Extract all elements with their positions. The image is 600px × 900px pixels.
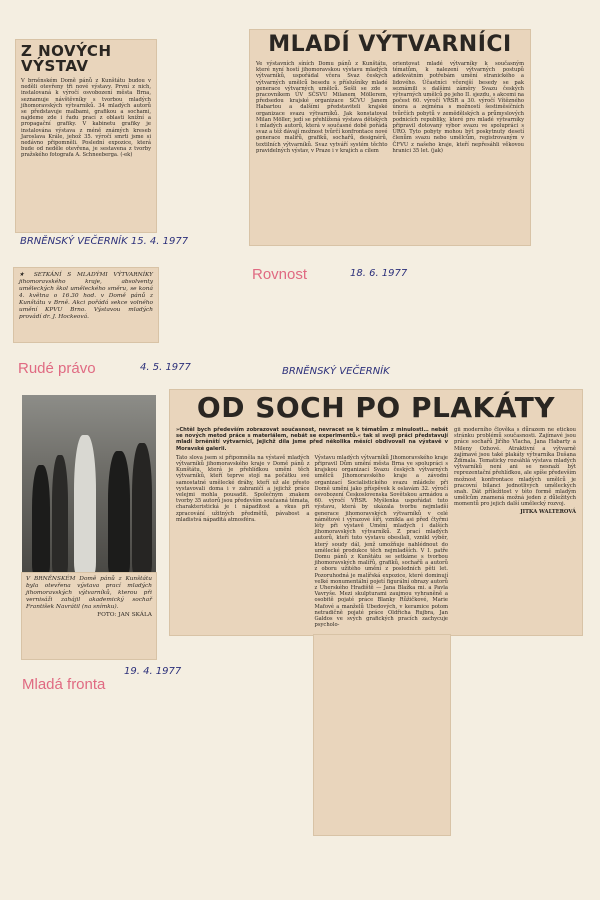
clipping-continuation: [314, 635, 450, 835]
column-1: Ve výstavních síních Domu pánů z Kunštátu, které nyní hostí jihomoravskou výstavu mladých výtvarníků, uspořádal včera Svaz českých výtvarných umělců besedu s příslušníky mladé generace výtvarných umělců. Sešli se zde s pracovníkem ÚV SČSVU Milanem Möllerem, předsedou krajské organizace SČVU Janem Habartou a dalšími představiteli krajské organizace svazu výtvarníků. Jak konstatoval Milan Möller, jedí se přehlížená výstava dětských i mladých autorů, která v současné době pořádá svaz a též dávají možnost tvůrčí konfrontace nové generace malířů, grafiků, sochařů, designérů, textilních výtvarníků. Svaz vytváří systém těchto pravidelných výstav, v Praze i v krajích a cílem: [256, 61, 388, 154]
clipping-headline: Z NOVÝCH VÝSTAV: [21, 42, 112, 75]
clipping-body: ★ SETKÁNÍ S MLADÝMI VÝTVARNÍKY jihomoravského kraje, absolventy uměleckých škol uměleckého směru, se koná 4. května o 16.30 hod. v Domě pánů z Kunštátu v Brně. Akci pořádá sekce volného umění KPVU Brno. Výstavou mladých provádí dr. J. Hockeová.: [19, 272, 153, 320]
clipping-photo-caption: [22, 573, 156, 659]
clipping-body: V brněnském Domě pánů z Kunštátu budou v neděli otevřeny tři nové výstavy. První z nich, instalovaná k výročí osvobození města Brna, seznamuje návštěvníky s tvorbou mladých jihomoravských výtvarníků. 34 mladých autorů se představuje malbami, grafikou a sochami, najdeme zde i řadu prací z oblasti knižní a propagační grafiky. V kabinetu grafiky je instalována výstava z méně známých kreseb Jaroslava Krále, jehož 35. výročí smrti jsme si nedávno připomněli. Poslední expozice, která bude od neděle otevřena, je sestavena z tvorby pražského fotografa A. Schneeberga. (-ek): [21, 78, 151, 159]
person-figure: [132, 443, 152, 573]
column-2: orientovat mladé výtvarníky k současným tématům, k nalezení výtvarných postupů adekvátním potřebám umění stranického a lidového. Účastníci včerejší besedy se pak seznámili s dalšími záměry Svazu českých výtvarných umělců po jeho II. sjezdu, s akcemi na počest 60. výročí VŘSR a 30. výročí Vítězného února a zejména s možností šestiměsíčních tvůrčích pobytů v zemědělských a průmyslových podnicích republiky, které pro mladé výtvarníky připravil dotovaný výbor svazu ve spolupráci s ÚRO. Tyto pobyty mohou být poskytnuty desetí členům svazu nebo umělcům, registrovaným v ČFVU z našeho kraje, kteří nepřesáhli věkovou hranici 35 let. (jak): [392, 61, 524, 154]
statue-figure: [74, 435, 96, 573]
person-figure: [32, 465, 50, 573]
clipping-setkani: [14, 268, 158, 342]
handwritten-source-note: BRNĚNSKÝ VEČERNÍK 15. 4. 1977: [20, 236, 189, 247]
clipping-headline: MLADÍ VÝTVARNÍCI: [268, 32, 512, 57]
source-label: Rudé právo: [18, 360, 96, 377]
clipping-lead: »Chtěl bych především zobrazovat současnost, nevracet se k tématům z minulosti… nebát se nových metod práce s materiálem, nebát se experimentů.« tak si svoji práci představují mladí brněnští výtvarníci, jejichž díla jsme před několika měsíci obdivovali na výstavě v Moravské galerii.: [176, 427, 448, 452]
photo-caption: V BRNĚNSKÉM Domě pánů z Kunštátu byla otevřena výstava prací mladých jihomoravských výtvarníků, kterou při vernisáži zahájil akademický sochař František Navrátil (na snímku).: [26, 576, 152, 610]
person-figure: [52, 455, 68, 573]
handwritten-date: 18. 6. 1977: [350, 268, 408, 279]
photo-credit: FOTO: JAN SKÁLA: [97, 612, 152, 618]
person-figure: [108, 451, 130, 573]
vernissage-photo: [22, 395, 156, 573]
source-label: Mladá fronta: [22, 676, 106, 693]
clipping-z-novych-vystav: [16, 40, 156, 232]
author-byline: JITKA WALTEROVÁ: [520, 508, 576, 515]
column-c: gii moderního člověka s důrazem ne etickou stránku problémů současnosti. Zajímavé jsou práce sochařů Jiřího Vlacha, Jana Habarty a Mileny Ozhové. Atraktivní a výtvarně zajímavé jsou také plakáty výtvarníka Dušana Ždímala. Tematicky rozsáhlá výstava mladých výtvarníků není ani se nesnaží být reprezentační přehlídkou, ale spíše především možnost konfrontace mladých umělců je pracovní bilanci jednotlivých uměleckých snah. Dát příležitost v této formě mladým umělcům znamená možná jeden z důležitých momentů pro jejich další umělecký rozvoj.: [454, 427, 576, 508]
column-b: Výstavu mladých výtvarníků Jihomoravského kraje připravil Dům umění města Brna ve spolupráci s krajskou organizací Svazu českých výtvarných umělců Jihomoravského kraje a závodní organizací Socialistického svazu mládeže při Domě umění jako příspěvek k oslavám 32. výročí osvobození Československa Sovětskou armádou a 60. výročí VŘSR. Myšlenka uspořádat tuto výstavu, která by ukázala tvorbu nejmladší generace jihomoravských výtvarníků v celé námětové i výrazové šíři, vznikla asi před čtyřmi léty při výstavě Umění mladých i dalších jihomoravských výtvarníků. Z prací mladých autorů, kteří tuto výstavu obesílali, vznikl výběr, který soudy dál, jenž umožňuje nahlédnout do umělecké produkce těch nejmladších. V I. patře Domu pánů z Kunštátu se setkáme s tvorbou jihomoravských malířů, grafiků, sochařů a autorů z oboru užitého umění z posledních pěti let. Pozoruhodná je malířská expozice, které dominují velké monumentální pojetí figurální obrazy autorů z Uherského Hradiště — Jana Blažka mi. a Pavla Vavryše. Mezi skulpturami zaujmou vyhraněně a osobitě pojaté práce Blanky Růžičkové, Marie Mafové a manželů Ubedových, v keramice potom netradičně pojaté práce Oldřicha Rujbra, Jan Galdos ve svých grafických pracích zachycuje psycholo-: [314, 454, 448, 629]
column-a: Tato slova jsem si připomněla na výstavě mladých výtvarníků jihomoravského kraje v Domě pánů z Kunštátu, která je přehlídkou umění těch výtvarníků, kteří teprve stojí na počátku své samostatné umělecké dráhy, kteří už ale přesto vystavovali doma i v zahraničí a jejichž práce velejmi mohla pousadit. Společným znakem tvorby 35 autorů jsou především současná témata, charakteristická je i nápaditost a vkus při zpracování užitných předmětů, pávabost a mladistvá nápaditá atmosféra.: [176, 454, 310, 523]
clipping-headline: OD SOCH PO PLAKÁTY: [196, 391, 556, 424]
handwritten-source-note: BRNĚNSKÝ VEČERNÍK: [282, 366, 390, 377]
handwritten-date: 19. 4. 1977: [124, 666, 182, 677]
clipping-od-soch-po-plakaty: [170, 390, 582, 635]
source-label: Rovnost: [252, 266, 308, 283]
clipping-mladi-vytvarnici: [250, 30, 530, 245]
handwritten-date: 4. 5. 1977: [140, 362, 191, 373]
